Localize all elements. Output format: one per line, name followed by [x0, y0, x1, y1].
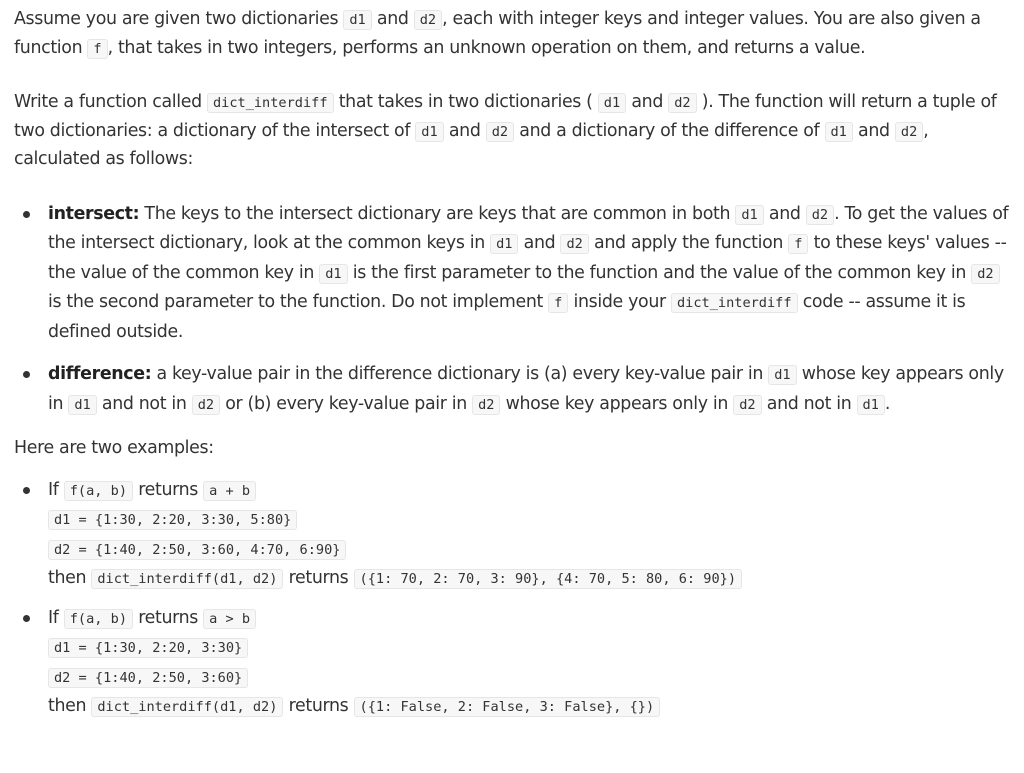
intro-paragraph [14, 6, 1010, 63]
code-d2-value: d2 = {1:40, 2:50, 3:60, 4:70, 6:90} [48, 540, 346, 560]
text: and not in [96, 393, 192, 414]
text: is the second parameter to the function. Do not implement [48, 292, 549, 313]
code-result: ({1: False, 2: False, 3: False}, {}) [354, 697, 661, 717]
examples-intro: Here are two examples: [14, 438, 214, 459]
example-d2 [48, 663, 1010, 692]
example-d2 [48, 535, 1010, 564]
text: , each with integer keys and integer values. You are also given a function [14, 9, 981, 58]
text: returns [283, 695, 354, 716]
code-d2: d2 [895, 122, 923, 142]
code-d2: d2 [192, 395, 220, 415]
code-d1: d1 [857, 395, 885, 415]
code-d2: d2 [414, 10, 442, 30]
code-d2: d2 [971, 264, 999, 284]
text: returns [133, 480, 204, 501]
code-d2: d2 [733, 395, 761, 415]
text: then [48, 568, 92, 589]
text: ). The function will return a tuple of two dictionaries: a dictionary of the intersect of [14, 92, 997, 141]
code-f: f [788, 234, 808, 254]
text: returns [283, 568, 354, 589]
text: and [371, 9, 414, 29]
code-d1: d1 [319, 264, 347, 284]
text: a key-value pair in the difference dictionary is (a) every key-value pair in [151, 364, 769, 385]
text: and apply the function [588, 233, 789, 254]
text: then [48, 695, 92, 716]
code-d2: d2 [806, 205, 834, 225]
code-f-call: f(a, b) [64, 609, 133, 629]
text: inside your [568, 292, 671, 313]
text: whose key appears only in [48, 364, 1004, 414]
text: and [763, 203, 806, 224]
code-d1: d1 [825, 122, 853, 142]
code-result: ({1: 70, 2: 70, 3: 90}, {4: 70, 5: 80, 6: 90}) [354, 569, 742, 589]
code-f: f [87, 39, 107, 59]
text: , that takes in two integers, performs an unknown operation on them, and returns a value. [107, 37, 866, 58]
code-d2: d2 [486, 122, 514, 142]
text: and [518, 233, 561, 254]
code-d1-value: d1 = {1:30, 2:20, 3:30} [48, 638, 248, 658]
example-d1 [48, 505, 1010, 534]
code-d1-value: d1 = {1:30, 2:20, 3:30, 5:80} [48, 510, 297, 530]
text: Write a function called [14, 92, 207, 113]
text: If [48, 607, 64, 628]
text: and a dictionary of the difference of [514, 120, 825, 141]
text: that takes in two dictionaries ( [333, 92, 598, 113]
code-f-call: f(a, b) [64, 481, 133, 501]
example-item [48, 604, 1010, 722]
text: . [884, 393, 891, 414]
text: whose key appears only in [500, 393, 734, 414]
code-d1: d1 [415, 122, 443, 142]
difference-label: difference: [48, 364, 152, 385]
task-paragraph [14, 89, 1010, 174]
text: and [852, 120, 895, 141]
code-d2: d2 [472, 395, 500, 415]
code-d2-value: d2 = {1:40, 2:50, 3:60} [48, 668, 248, 688]
difference-definition [48, 360, 1010, 419]
text: returns [133, 607, 204, 628]
definitions-list [14, 200, 1010, 420]
text: code -- assume it is defined outside. [48, 292, 966, 342]
text: to these keys' values -- the value of the common key in [48, 233, 1007, 283]
text: . To get the values of the intersect dictionary, look at the common keys in [48, 203, 1009, 254]
code-call: dict_interdiff(d1, d2) [91, 569, 283, 589]
text: or (b) every key-value pair in [220, 393, 473, 414]
code-d2: d2 [560, 234, 588, 254]
code-d1: d1 [343, 10, 371, 30]
example-d1 [48, 633, 1010, 662]
code-call: dict_interdiff(d1, d2) [91, 697, 283, 717]
code-d1: d1 [735, 205, 763, 225]
code-dict-interdiff: dict_interdiff [207, 93, 334, 113]
text: If [48, 480, 64, 501]
intersect-label: intersect: [48, 203, 140, 224]
code-operation: a + b [203, 481, 256, 501]
example-result [48, 564, 1010, 593]
code-f: f [548, 293, 568, 313]
code-d1: d1 [68, 395, 96, 415]
intersect-definition [48, 200, 1010, 347]
example-result [48, 692, 1010, 721]
code-operation: a > b [203, 609, 256, 629]
example-condition [48, 604, 1010, 633]
example-item [48, 476, 1010, 594]
examples-list [14, 476, 1010, 721]
text: and not in [761, 393, 857, 414]
text: is the first parameter to the function and the value of the common key in [347, 262, 972, 283]
code-d1: d1 [490, 234, 518, 254]
text: Assume you are given two dictionaries [14, 9, 344, 29]
code-dict-interdiff: dict_interdiff [671, 293, 798, 313]
text: and [443, 120, 486, 141]
example-condition [48, 476, 1010, 505]
code-d1: d1 [598, 93, 626, 113]
code-d2: d2 [668, 93, 696, 113]
text: The keys to the intersect dictionary are keys that are common in both [139, 203, 736, 224]
text: and [626, 92, 669, 113]
text: , calculated as follows: [14, 120, 929, 170]
code-d1: d1 [768, 365, 796, 385]
